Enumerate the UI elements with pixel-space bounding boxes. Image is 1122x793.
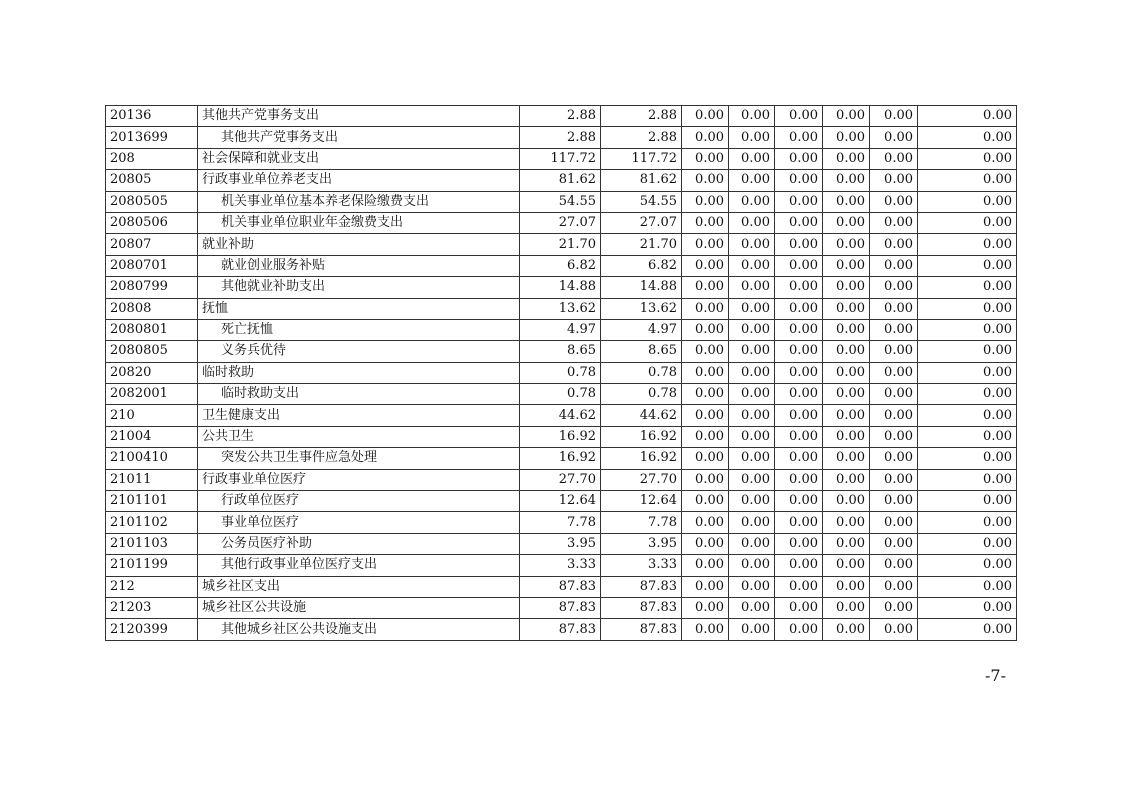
cell-col-4: 0.00 bbox=[823, 555, 870, 576]
cell-col-3: 0.00 bbox=[775, 277, 823, 298]
cell-col-5: 0.00 bbox=[870, 212, 918, 233]
cell-name: 就业创业服务补贴 bbox=[198, 255, 520, 276]
cell-col-2: 0.00 bbox=[729, 469, 775, 490]
cell-col-4: 0.00 bbox=[823, 405, 870, 426]
cell-code: 2080805 bbox=[106, 341, 198, 362]
budget-table bbox=[105, 105, 1017, 641]
cell-total: 81.62 bbox=[520, 170, 601, 191]
cell-total: 44.62 bbox=[520, 405, 601, 426]
cell-col-6: 0.00 bbox=[918, 619, 1017, 640]
cell-name: 行政单位医疗 bbox=[198, 491, 520, 512]
cell-col-3: 0.00 bbox=[775, 555, 823, 576]
cell-col-5: 0.00 bbox=[870, 106, 918, 127]
cell-name: 城乡社区公共设施 bbox=[198, 597, 520, 618]
cell-col-3: 0.00 bbox=[775, 255, 823, 276]
cell-col-3: 0.00 bbox=[775, 576, 823, 597]
cell-col-2: 0.00 bbox=[729, 533, 775, 554]
cell-col-6: 0.00 bbox=[918, 426, 1017, 447]
cell-col-6: 0.00 bbox=[918, 106, 1017, 127]
cell-col-6: 0.00 bbox=[918, 234, 1017, 255]
page-number: -7- bbox=[985, 666, 1006, 685]
table-row bbox=[106, 148, 1017, 169]
cell-col-1: 0.00 bbox=[682, 234, 729, 255]
cell-col-6: 0.00 bbox=[918, 170, 1017, 191]
cell-name: 社会保障和就业支出 bbox=[198, 148, 520, 169]
cell-col-6: 0.00 bbox=[918, 576, 1017, 597]
cell-col-5: 0.00 bbox=[870, 191, 918, 212]
cell-name: 临时救助支出 bbox=[198, 384, 520, 405]
cell-col-6: 0.00 bbox=[918, 212, 1017, 233]
cell-col-3: 0.00 bbox=[775, 533, 823, 554]
cell-code: 2082001 bbox=[106, 384, 198, 405]
table-body bbox=[106, 106, 1017, 641]
cell-name: 其他就业补助支出 bbox=[198, 277, 520, 298]
cell-col-5: 0.00 bbox=[870, 384, 918, 405]
cell-basic: 0.78 bbox=[601, 362, 682, 383]
table-row bbox=[106, 212, 1017, 233]
cell-total: 13.62 bbox=[520, 298, 601, 319]
cell-col-3: 0.00 bbox=[775, 512, 823, 533]
cell-basic: 13.62 bbox=[601, 298, 682, 319]
cell-col-4: 0.00 bbox=[823, 491, 870, 512]
cell-total: 6.82 bbox=[520, 255, 601, 276]
cell-col-1: 0.00 bbox=[682, 512, 729, 533]
cell-col-2: 0.00 bbox=[729, 127, 775, 148]
cell-col-4: 0.00 bbox=[823, 619, 870, 640]
table-row bbox=[106, 298, 1017, 319]
cell-code: 2013699 bbox=[106, 127, 198, 148]
cell-col-2: 0.00 bbox=[729, 384, 775, 405]
cell-col-1: 0.00 bbox=[682, 619, 729, 640]
cell-total: 7.78 bbox=[520, 512, 601, 533]
cell-col-4: 0.00 bbox=[823, 148, 870, 169]
cell-col-1: 0.00 bbox=[682, 555, 729, 576]
cell-total: 3.95 bbox=[520, 533, 601, 554]
cell-basic: 81.62 bbox=[601, 170, 682, 191]
cell-col-2: 0.00 bbox=[729, 512, 775, 533]
cell-col-6: 0.00 bbox=[918, 277, 1017, 298]
cell-col-3: 0.00 bbox=[775, 469, 823, 490]
cell-col-6: 0.00 bbox=[918, 298, 1017, 319]
cell-basic: 3.95 bbox=[601, 533, 682, 554]
cell-total: 27.70 bbox=[520, 469, 601, 490]
table-row bbox=[106, 469, 1017, 490]
cell-col-6: 0.00 bbox=[918, 319, 1017, 340]
cell-col-5: 0.00 bbox=[870, 555, 918, 576]
cell-name: 公务员医疗补助 bbox=[198, 533, 520, 554]
cell-col-4: 0.00 bbox=[823, 191, 870, 212]
cell-col-2: 0.00 bbox=[729, 319, 775, 340]
cell-col-6: 0.00 bbox=[918, 255, 1017, 276]
cell-name: 其他共产党事务支出 bbox=[198, 127, 520, 148]
cell-code: 21011 bbox=[106, 469, 198, 490]
cell-code: 20808 bbox=[106, 298, 198, 319]
cell-total: 14.88 bbox=[520, 277, 601, 298]
cell-col-1: 0.00 bbox=[682, 319, 729, 340]
cell-col-4: 0.00 bbox=[823, 234, 870, 255]
table-row bbox=[106, 426, 1017, 447]
cell-total: 2.88 bbox=[520, 106, 601, 127]
cell-col-1: 0.00 bbox=[682, 212, 729, 233]
table-row bbox=[106, 512, 1017, 533]
cell-code: 20820 bbox=[106, 362, 198, 383]
cell-basic: 4.97 bbox=[601, 319, 682, 340]
cell-code: 2101103 bbox=[106, 533, 198, 554]
cell-basic: 117.72 bbox=[601, 148, 682, 169]
cell-col-5: 0.00 bbox=[870, 619, 918, 640]
cell-name: 其他行政事业单位医疗支出 bbox=[198, 555, 520, 576]
cell-col-5: 0.00 bbox=[870, 426, 918, 447]
cell-col-1: 0.00 bbox=[682, 576, 729, 597]
cell-col-6: 0.00 bbox=[918, 191, 1017, 212]
cell-col-2: 0.00 bbox=[729, 448, 775, 469]
cell-col-2: 0.00 bbox=[729, 234, 775, 255]
cell-col-5: 0.00 bbox=[870, 469, 918, 490]
table-row bbox=[106, 597, 1017, 618]
cell-total: 27.07 bbox=[520, 212, 601, 233]
table-row bbox=[106, 255, 1017, 276]
table-row bbox=[106, 234, 1017, 255]
cell-col-4: 0.00 bbox=[823, 533, 870, 554]
cell-col-6: 0.00 bbox=[918, 362, 1017, 383]
cell-col-3: 0.00 bbox=[775, 212, 823, 233]
cell-col-3: 0.00 bbox=[775, 405, 823, 426]
cell-code: 2101101 bbox=[106, 491, 198, 512]
cell-col-1: 0.00 bbox=[682, 384, 729, 405]
cell-col-5: 0.00 bbox=[870, 597, 918, 618]
cell-basic: 7.78 bbox=[601, 512, 682, 533]
cell-col-4: 0.00 bbox=[823, 277, 870, 298]
cell-col-5: 0.00 bbox=[870, 405, 918, 426]
table-row bbox=[106, 448, 1017, 469]
cell-name: 城乡社区支出 bbox=[198, 576, 520, 597]
cell-name: 机关事业单位基本养老保险缴费支出 bbox=[198, 191, 520, 212]
cell-col-5: 0.00 bbox=[870, 341, 918, 362]
cell-col-4: 0.00 bbox=[823, 384, 870, 405]
cell-name: 行政事业单位养老支出 bbox=[198, 170, 520, 191]
cell-col-5: 0.00 bbox=[870, 576, 918, 597]
table-row bbox=[106, 191, 1017, 212]
cell-col-1: 0.00 bbox=[682, 341, 729, 362]
cell-col-6: 0.00 bbox=[918, 597, 1017, 618]
cell-col-6: 0.00 bbox=[918, 491, 1017, 512]
cell-col-2: 0.00 bbox=[729, 597, 775, 618]
cell-col-1: 0.00 bbox=[682, 469, 729, 490]
cell-col-3: 0.00 bbox=[775, 148, 823, 169]
cell-col-3: 0.00 bbox=[775, 106, 823, 127]
cell-col-4: 0.00 bbox=[823, 512, 870, 533]
cell-code: 2120399 bbox=[106, 619, 198, 640]
cell-col-1: 0.00 bbox=[682, 255, 729, 276]
cell-col-2: 0.00 bbox=[729, 277, 775, 298]
cell-col-1: 0.00 bbox=[682, 405, 729, 426]
table-row bbox=[106, 533, 1017, 554]
cell-total: 54.55 bbox=[520, 191, 601, 212]
cell-name: 临时救助 bbox=[198, 362, 520, 383]
cell-code: 20136 bbox=[106, 106, 198, 127]
cell-basic: 8.65 bbox=[601, 341, 682, 362]
cell-col-3: 0.00 bbox=[775, 191, 823, 212]
cell-total: 21.70 bbox=[520, 234, 601, 255]
cell-col-2: 0.00 bbox=[729, 212, 775, 233]
cell-col-1: 0.00 bbox=[682, 426, 729, 447]
cell-col-4: 0.00 bbox=[823, 255, 870, 276]
cell-basic: 87.83 bbox=[601, 597, 682, 618]
cell-code: 2101102 bbox=[106, 512, 198, 533]
cell-total: 3.33 bbox=[520, 555, 601, 576]
cell-basic: 16.92 bbox=[601, 426, 682, 447]
cell-col-4: 0.00 bbox=[823, 319, 870, 340]
cell-col-3: 0.00 bbox=[775, 619, 823, 640]
table-row bbox=[106, 405, 1017, 426]
cell-basic: 3.33 bbox=[601, 555, 682, 576]
cell-name: 事业单位医疗 bbox=[198, 512, 520, 533]
cell-name: 死亡抚恤 bbox=[198, 319, 520, 340]
cell-col-5: 0.00 bbox=[870, 533, 918, 554]
cell-col-1: 0.00 bbox=[682, 106, 729, 127]
cell-basic: 2.88 bbox=[601, 106, 682, 127]
cell-code: 20805 bbox=[106, 170, 198, 191]
cell-col-6: 0.00 bbox=[918, 405, 1017, 426]
cell-col-4: 0.00 bbox=[823, 341, 870, 362]
cell-name: 突发公共卫生事件应急处理 bbox=[198, 448, 520, 469]
cell-total: 87.83 bbox=[520, 619, 601, 640]
cell-col-3: 0.00 bbox=[775, 448, 823, 469]
cell-basic: 44.62 bbox=[601, 405, 682, 426]
cell-col-2: 0.00 bbox=[729, 576, 775, 597]
cell-code: 2080801 bbox=[106, 319, 198, 340]
cell-col-6: 0.00 bbox=[918, 384, 1017, 405]
cell-code: 208 bbox=[106, 148, 198, 169]
cell-col-2: 0.00 bbox=[729, 491, 775, 512]
cell-total: 4.97 bbox=[520, 319, 601, 340]
cell-basic: 6.82 bbox=[601, 255, 682, 276]
cell-code: 2080505 bbox=[106, 191, 198, 212]
cell-col-5: 0.00 bbox=[870, 234, 918, 255]
cell-col-4: 0.00 bbox=[823, 448, 870, 469]
cell-col-5: 0.00 bbox=[870, 512, 918, 533]
cell-col-4: 0.00 bbox=[823, 106, 870, 127]
cell-basic: 16.92 bbox=[601, 448, 682, 469]
cell-basic: 2.88 bbox=[601, 127, 682, 148]
cell-col-3: 0.00 bbox=[775, 341, 823, 362]
cell-basic: 27.07 bbox=[601, 212, 682, 233]
cell-col-3: 0.00 bbox=[775, 362, 823, 383]
table-row bbox=[106, 362, 1017, 383]
cell-code: 21203 bbox=[106, 597, 198, 618]
cell-col-6: 0.00 bbox=[918, 533, 1017, 554]
cell-col-2: 0.00 bbox=[729, 106, 775, 127]
cell-col-5: 0.00 bbox=[870, 170, 918, 191]
cell-code: 2080701 bbox=[106, 255, 198, 276]
cell-name: 其他共产党事务支出 bbox=[198, 106, 520, 127]
cell-name: 卫生健康支出 bbox=[198, 405, 520, 426]
cell-total: 0.78 bbox=[520, 362, 601, 383]
cell-total: 87.83 bbox=[520, 576, 601, 597]
cell-col-5: 0.00 bbox=[870, 362, 918, 383]
cell-col-2: 0.00 bbox=[729, 362, 775, 383]
cell-col-1: 0.00 bbox=[682, 298, 729, 319]
cell-code: 21004 bbox=[106, 426, 198, 447]
cell-col-4: 0.00 bbox=[823, 170, 870, 191]
cell-col-6: 0.00 bbox=[918, 127, 1017, 148]
cell-name: 公共卫生 bbox=[198, 426, 520, 447]
table-row bbox=[106, 576, 1017, 597]
table-row bbox=[106, 341, 1017, 362]
cell-col-4: 0.00 bbox=[823, 469, 870, 490]
cell-col-2: 0.00 bbox=[729, 555, 775, 576]
cell-col-6: 0.00 bbox=[918, 555, 1017, 576]
cell-col-3: 0.00 bbox=[775, 234, 823, 255]
cell-total: 87.83 bbox=[520, 597, 601, 618]
cell-col-3: 0.00 bbox=[775, 127, 823, 148]
cell-total: 16.92 bbox=[520, 448, 601, 469]
cell-col-1: 0.00 bbox=[682, 191, 729, 212]
cell-col-5: 0.00 bbox=[870, 277, 918, 298]
cell-col-2: 0.00 bbox=[729, 170, 775, 191]
cell-col-4: 0.00 bbox=[823, 426, 870, 447]
cell-total: 8.65 bbox=[520, 341, 601, 362]
table-row bbox=[106, 106, 1017, 127]
cell-col-1: 0.00 bbox=[682, 277, 729, 298]
cell-basic: 27.70 bbox=[601, 469, 682, 490]
cell-name: 义务兵优待 bbox=[198, 341, 520, 362]
cell-code: 20807 bbox=[106, 234, 198, 255]
cell-col-1: 0.00 bbox=[682, 148, 729, 169]
cell-name: 就业补助 bbox=[198, 234, 520, 255]
cell-col-6: 0.00 bbox=[918, 148, 1017, 169]
cell-col-6: 0.00 bbox=[918, 469, 1017, 490]
cell-name: 抚恤 bbox=[198, 298, 520, 319]
table-row bbox=[106, 491, 1017, 512]
cell-basic: 87.83 bbox=[601, 619, 682, 640]
cell-basic: 21.70 bbox=[601, 234, 682, 255]
table-row bbox=[106, 319, 1017, 340]
cell-code: 212 bbox=[106, 576, 198, 597]
cell-col-5: 0.00 bbox=[870, 148, 918, 169]
cell-basic: 0.78 bbox=[601, 384, 682, 405]
cell-col-5: 0.00 bbox=[870, 319, 918, 340]
cell-col-4: 0.00 bbox=[823, 362, 870, 383]
cell-col-6: 0.00 bbox=[918, 448, 1017, 469]
cell-code: 210 bbox=[106, 405, 198, 426]
table-row bbox=[106, 555, 1017, 576]
table-row bbox=[106, 170, 1017, 191]
cell-col-2: 0.00 bbox=[729, 191, 775, 212]
cell-name: 其他城乡社区公共设施支出 bbox=[198, 619, 520, 640]
cell-col-3: 0.00 bbox=[775, 319, 823, 340]
cell-col-3: 0.00 bbox=[775, 491, 823, 512]
cell-code: 2100410 bbox=[106, 448, 198, 469]
cell-col-1: 0.00 bbox=[682, 491, 729, 512]
cell-total: 117.72 bbox=[520, 148, 601, 169]
cell-col-4: 0.00 bbox=[823, 298, 870, 319]
cell-col-1: 0.00 bbox=[682, 448, 729, 469]
cell-col-2: 0.00 bbox=[729, 255, 775, 276]
cell-col-1: 0.00 bbox=[682, 127, 729, 148]
cell-col-5: 0.00 bbox=[870, 491, 918, 512]
cell-col-5: 0.00 bbox=[870, 298, 918, 319]
cell-total: 12.64 bbox=[520, 491, 601, 512]
cell-col-3: 0.00 bbox=[775, 298, 823, 319]
cell-code: 2080506 bbox=[106, 212, 198, 233]
cell-code: 2101199 bbox=[106, 555, 198, 576]
cell-col-2: 0.00 bbox=[729, 148, 775, 169]
cell-basic: 14.88 bbox=[601, 277, 682, 298]
cell-col-1: 0.00 bbox=[682, 533, 729, 554]
table-row bbox=[106, 619, 1017, 640]
cell-basic: 12.64 bbox=[601, 491, 682, 512]
cell-col-2: 0.00 bbox=[729, 341, 775, 362]
cell-col-1: 0.00 bbox=[682, 597, 729, 618]
cell-col-3: 0.00 bbox=[775, 597, 823, 618]
cell-col-3: 0.00 bbox=[775, 170, 823, 191]
cell-col-4: 0.00 bbox=[823, 597, 870, 618]
cell-col-5: 0.00 bbox=[870, 255, 918, 276]
cell-name: 机关事业单位职业年金缴费支出 bbox=[198, 212, 520, 233]
cell-total: 16.92 bbox=[520, 426, 601, 447]
cell-basic: 54.55 bbox=[601, 191, 682, 212]
cell-col-2: 0.00 bbox=[729, 619, 775, 640]
cell-col-1: 0.00 bbox=[682, 362, 729, 383]
cell-col-5: 0.00 bbox=[870, 127, 918, 148]
cell-total: 0.78 bbox=[520, 384, 601, 405]
cell-basic: 87.83 bbox=[601, 576, 682, 597]
cell-col-2: 0.00 bbox=[729, 426, 775, 447]
cell-total: 2.88 bbox=[520, 127, 601, 148]
table-row bbox=[106, 127, 1017, 148]
cell-col-6: 0.00 bbox=[918, 512, 1017, 533]
cell-col-3: 0.00 bbox=[775, 384, 823, 405]
cell-col-5: 0.00 bbox=[870, 448, 918, 469]
cell-code: 2080799 bbox=[106, 277, 198, 298]
cell-col-4: 0.00 bbox=[823, 576, 870, 597]
cell-col-3: 0.00 bbox=[775, 426, 823, 447]
cell-col-4: 0.00 bbox=[823, 212, 870, 233]
cell-col-2: 0.00 bbox=[729, 298, 775, 319]
cell-col-2: 0.00 bbox=[729, 405, 775, 426]
cell-col-4: 0.00 bbox=[823, 127, 870, 148]
cell-col-1: 0.00 bbox=[682, 170, 729, 191]
table-row bbox=[106, 277, 1017, 298]
cell-name: 行政事业单位医疗 bbox=[198, 469, 520, 490]
table-row bbox=[106, 384, 1017, 405]
cell-col-6: 0.00 bbox=[918, 341, 1017, 362]
